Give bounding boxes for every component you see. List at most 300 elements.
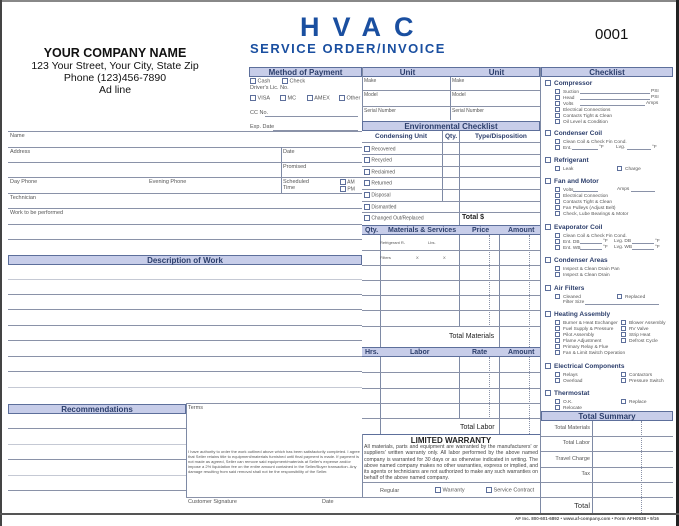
deg-f: °F: [599, 145, 604, 150]
divider: [362, 265, 540, 266]
lvg-db-field[interactable]: [632, 243, 654, 244]
checkbox[interactable]: [555, 326, 560, 331]
checkbox[interactable]: [555, 245, 560, 250]
checkbox[interactable]: [364, 204, 370, 210]
checkbox[interactable]: [617, 294, 622, 299]
am-checkbox[interactable]: [340, 179, 355, 185]
label: Fan and Motor: [554, 178, 599, 185]
fm-amps-label: Amps: [617, 187, 630, 192]
filters-x1: X: [416, 255, 419, 260]
env-item-reclaimed[interactable]: [364, 169, 395, 175]
check-clean-coil[interactable]: [555, 139, 627, 145]
checkbox[interactable]: [555, 166, 560, 171]
label: Electrical Connections: [563, 107, 611, 113]
label: Suction: [563, 89, 579, 95]
check-replaced[interactable]: [617, 294, 645, 300]
env-item-returned[interactable]: [364, 180, 392, 186]
recommendation-line[interactable]: [8, 475, 186, 476]
suction-field[interactable]: [580, 93, 650, 94]
label: Check, Lube Bearings & Motor: [563, 211, 629, 217]
label: Fan Pulleys (Adjust Belt): [563, 205, 616, 211]
check-suction[interactable]: [555, 89, 579, 95]
filter-size-label: Filter Size: [563, 300, 585, 305]
ent-db-field[interactable]: [580, 243, 602, 244]
checkbox[interactable]: [555, 193, 560, 198]
label: Charge: [625, 166, 641, 172]
label: Changed Out/Replaced: [371, 215, 424, 222]
check-ent-temp[interactable]: [555, 145, 572, 151]
checkbox[interactable]: [555, 405, 560, 410]
check-electrical-connections[interactable]: [555, 107, 610, 113]
label: Volts: [563, 187, 574, 193]
divider: [489, 235, 490, 327]
description-line[interactable]: [8, 294, 362, 295]
divider: [186, 403, 187, 498]
check-burner[interactable]: [555, 320, 618, 326]
check-drain[interactable]: [555, 272, 610, 278]
checkbox[interactable]: [621, 378, 626, 383]
label: Contacts Tight & Clean: [563, 113, 613, 119]
unit-1-model[interactable]: Model: [364, 92, 378, 98]
payment-amex[interactable]: [307, 95, 330, 101]
checkbox[interactable]: [545, 257, 551, 263]
checklist-electrical-components[interactable]: [545, 363, 624, 370]
signature-line[interactable]: [186, 497, 362, 498]
label: MC: [287, 95, 297, 102]
label: Defrost Cycle: [629, 338, 658, 344]
label: Relays: [563, 372, 578, 378]
refrigerant-label: Refrigerant R-: [380, 240, 406, 245]
checkbox[interactable]: [621, 372, 626, 377]
checklist-evaporator-coil[interactable]: [545, 224, 602, 231]
summary-total-materials: Total Materials: [554, 425, 590, 431]
recommendation-line[interactable]: [8, 428, 186, 429]
check-defrost[interactable]: [621, 338, 658, 344]
checkbox[interactable]: [280, 95, 286, 101]
check-oil[interactable]: [555, 119, 608, 125]
check-overload[interactable]: [555, 378, 582, 384]
label: Leak: [563, 166, 574, 172]
date-field[interactable]: Date: [283, 149, 295, 155]
checkbox[interactable]: [364, 169, 370, 175]
work-to-be-performed-field[interactable]: Work to be performed: [10, 210, 64, 216]
check-fm-contacts[interactable]: [555, 199, 612, 205]
checkbox[interactable]: [621, 332, 626, 337]
divider: [8, 208, 362, 209]
label: Fuel Supply & Pressure: [563, 326, 614, 332]
divider: [529, 235, 530, 347]
condensing-unit-col: Condensing Unit: [375, 133, 427, 140]
description-line[interactable]: [8, 387, 362, 388]
page-border-bottom: [0, 513, 679, 515]
filter-size-field[interactable]: [585, 304, 659, 305]
divider: [362, 482, 540, 483]
label: Overload: [563, 378, 583, 384]
label: Check: [289, 78, 306, 85]
label: Refrigerant: [554, 157, 589, 164]
check-charge[interactable]: [617, 166, 641, 172]
divider: [8, 193, 362, 194]
checkbox[interactable]: [339, 95, 345, 101]
label: Primary Relay & Flue: [563, 344, 609, 350]
label: Contactors: [629, 372, 653, 378]
checklist-air-filters[interactable]: [545, 285, 584, 292]
divider: [362, 177, 540, 178]
head-field[interactable]: [580, 99, 650, 100]
checkbox[interactable]: [555, 95, 560, 100]
checkbox[interactable]: [545, 285, 551, 291]
label: Inspect & Clean Drain Pan: [563, 266, 620, 272]
company-name: YOUR COMPANY NAME: [43, 46, 187, 60]
checkbox[interactable]: [555, 89, 560, 94]
filters-x2: X: [443, 255, 446, 260]
payment-check[interactable]: [282, 78, 305, 84]
company-address: 123 Your Street, Your City, State Zip: [31, 60, 199, 72]
pm-checkbox[interactable]: [340, 186, 355, 192]
checkbox[interactable]: [555, 344, 560, 349]
divider: [362, 434, 540, 435]
check-strip-heat[interactable]: [621, 332, 650, 338]
check-rv-valve[interactable]: [621, 326, 649, 332]
checkbox[interactable]: [555, 338, 560, 343]
check-volts[interactable]: [555, 101, 573, 107]
checkbox[interactable]: [545, 178, 551, 184]
env-item-changed-out[interactable]: [364, 215, 424, 221]
check-fm-volts[interactable]: [555, 187, 573, 193]
checkbox[interactable]: [555, 399, 560, 404]
description-line[interactable]: [8, 309, 362, 310]
checkbox[interactable]: [555, 107, 560, 112]
promised-field[interactable]: Promised: [283, 164, 307, 170]
checkbox[interactable]: [621, 326, 626, 331]
checkbox[interactable]: [617, 166, 622, 171]
check-pilot[interactable]: [555, 332, 594, 338]
checkbox[interactable]: [621, 338, 626, 343]
day-phone-field[interactable]: Day Phone: [10, 179, 38, 185]
checkbox[interactable]: [555, 372, 560, 377]
divider: [362, 250, 540, 251]
divider: [8, 177, 362, 178]
technician-field[interactable]: Technician: [10, 195, 36, 201]
check-fm-lube[interactable]: [555, 211, 628, 217]
check-ent-wb[interactable]: [555, 245, 581, 251]
total-materials-label: Total Materials: [449, 333, 495, 340]
recommendations-header: Recommendations: [8, 404, 186, 414]
checkbox[interactable]: [555, 350, 560, 355]
summary-total: Total: [574, 501, 590, 510]
divider: [529, 357, 530, 434]
divider: [459, 235, 460, 327]
check-flame[interactable]: [555, 338, 601, 344]
checkbox[interactable]: [545, 80, 551, 86]
checklist-condenser-coil[interactable]: [545, 130, 602, 137]
divider: [8, 239, 362, 240]
check-blower[interactable]: [621, 320, 666, 326]
checkbox[interactable]: [545, 130, 551, 136]
environmental-header: Environmental Checklist: [362, 121, 540, 131]
checkbox[interactable]: [364, 215, 370, 221]
checklist-thermostat[interactable]: [545, 390, 589, 397]
label: Disposal: [371, 192, 391, 199]
label: Electrical Connection: [563, 193, 609, 199]
checkbox[interactable]: [486, 487, 492, 493]
cc-number-field[interactable]: [265, 116, 358, 117]
checkbox[interactable]: [555, 239, 560, 244]
fm-volts-field[interactable]: [573, 191, 598, 192]
checkbox[interactable]: [555, 187, 560, 192]
checkbox[interactable]: [555, 266, 560, 271]
unit-2-make[interactable]: Make: [452, 78, 465, 84]
labor-desc-col: Labor: [410, 349, 430, 356]
label: Replace: [629, 399, 647, 405]
checkbox[interactable]: [555, 233, 560, 238]
page-border-left: [0, 0, 2, 526]
checkbox[interactable]: [621, 399, 626, 404]
label: Evaporator Coil: [554, 224, 603, 231]
label: Reclaimed: [371, 169, 396, 176]
lvg-temp-field[interactable]: [627, 149, 651, 150]
checklist-heating-assembly[interactable]: [545, 311, 610, 318]
labor-hrs-col: Hrs.: [365, 349, 379, 356]
checkbox[interactable]: [555, 145, 560, 150]
customer-signature-label: Customer Signature: [188, 499, 237, 505]
env-item-dismantled[interactable]: [364, 204, 396, 210]
warranty-checkbox[interactable]: [435, 487, 465, 493]
check-fan-limit[interactable]: [555, 350, 625, 356]
checkbox[interactable]: [555, 272, 560, 277]
checkbox[interactable]: [364, 146, 370, 152]
check-pressure-switch[interactable]: [621, 378, 664, 384]
label: Recovered: [371, 146, 396, 153]
unit-2-model[interactable]: Model: [452, 92, 466, 98]
footer-text: AF Inc. 800-601-6892 • www.af-company.com • Form AFH0538 • 9/16: [515, 516, 659, 521]
checkbox[interactable]: [282, 78, 288, 84]
warranty-text: All materials, parts and equipment are warranted by the manufacturers' or suppliers' written warranty only. All labor performed by the above named company is warranted for 30 days or as otherwise indicated in writing. The above named company makes no other warranties, express or implied, and its agents or technicians are not authorized to make any such warranties on behalf of the above named company.: [364, 444, 538, 482]
ent-wb-field[interactable]: [580, 249, 602, 250]
check-primary-relay[interactable]: [555, 344, 608, 350]
divider: [541, 497, 673, 498]
page-border-top: [0, 0, 679, 2]
checkbox[interactable]: [340, 179, 346, 185]
description-line[interactable]: [8, 325, 362, 326]
divider: [362, 154, 540, 155]
check-fm-pulleys[interactable]: [555, 205, 616, 211]
terms-label: Terms: [188, 405, 203, 411]
divider: [362, 418, 540, 419]
checkbox[interactable]: [307, 95, 313, 101]
label: Service Contract: [493, 487, 535, 494]
label: Air Filters: [554, 285, 585, 292]
checkbox[interactable]: [621, 320, 626, 325]
check-ev-clean[interactable]: [555, 233, 627, 239]
customer-address-field[interactable]: Address: [10, 149, 31, 155]
volts-field[interactable]: [580, 105, 645, 106]
checkbox[interactable]: [555, 211, 560, 216]
recommendation-line[interactable]: [8, 444, 186, 445]
checkbox[interactable]: [555, 199, 560, 204]
company-phone: Phone (123)456-7890: [63, 72, 167, 84]
checkbox[interactable]: [250, 78, 256, 84]
checkbox[interactable]: [555, 205, 560, 210]
description-line[interactable]: [8, 340, 362, 341]
check-head[interactable]: [555, 95, 574, 101]
ent-temp-field[interactable]: [572, 149, 598, 150]
form-title: HVAC: [300, 12, 427, 42]
payment-other[interactable]: [339, 95, 360, 101]
label: Returned: [371, 180, 392, 187]
payment-visa[interactable]: [250, 95, 270, 101]
unit-1-make[interactable]: Make: [364, 78, 377, 84]
checkbox[interactable]: [545, 311, 551, 317]
scheduled-time-field[interactable]: Scheduled Time: [283, 179, 309, 191]
label: Ent.: [563, 145, 572, 151]
psi-unit: PSI: [651, 89, 659, 94]
check-leak[interactable]: [555, 166, 573, 172]
checkbox[interactable]: [340, 186, 346, 192]
env-total-label: Total $: [462, 214, 485, 221]
checkbox[interactable]: [555, 101, 560, 106]
checklist-fan-motor[interactable]: [545, 178, 599, 185]
env-item-disposal[interactable]: [364, 192, 391, 198]
checkbox[interactable]: [364, 157, 370, 163]
payment-cash[interactable]: [250, 78, 270, 84]
checkbox[interactable]: [545, 363, 551, 369]
checklist-refrigerant[interactable]: [545, 157, 589, 164]
label: PM: [347, 186, 355, 193]
drivers-license-field[interactable]: Driver's Lic. No.: [250, 85, 289, 91]
divider: [540, 67, 541, 513]
lvg-label: Lvg.: [616, 145, 626, 150]
check-fm-electrical[interactable]: [555, 193, 608, 199]
label: Head: [563, 95, 575, 101]
description-line[interactable]: [8, 371, 362, 372]
label: Cleaned: [563, 294, 581, 300]
checkbox[interactable]: [555, 320, 560, 325]
check-cleaned[interactable]: [555, 294, 581, 300]
label: Dismantled: [371, 204, 397, 211]
invoice-number: 0001: [595, 26, 629, 43]
divider: [362, 280, 540, 281]
checkbox[interactable]: [364, 192, 370, 198]
divider: [8, 162, 362, 163]
divider: [362, 189, 540, 190]
description-line[interactable]: [8, 356, 362, 357]
terms-text: I have authority to order the work outlined above which has been satisfactorily completed. I agree that Seller retains title to equipment/materials furnished until final payment is made. If payment is not made as agreed, Seller can remove said equipment/materials at Seller's expense and/or impose a 2% liquidation fee on the entire amount contained in the Seller/Buyer transaction. Any damage resulting from said removal shall not be the responsibility of the Seller.: [188, 449, 360, 474]
checkbox[interactable]: [555, 139, 560, 144]
payment-header: Method of Payment: [249, 67, 362, 77]
label: RV Valve: [629, 326, 649, 332]
unit-1-serial[interactable]: Serial Number: [364, 108, 396, 114]
divider: [450, 77, 451, 120]
check-relocate[interactable]: [555, 405, 582, 411]
divider: [362, 90, 540, 91]
check-relays[interactable]: [555, 372, 578, 378]
label: Pilot Assembly: [563, 332, 595, 338]
env-item-recovered[interactable]: [364, 146, 396, 152]
checkbox[interactable]: [545, 224, 551, 230]
check-ent-db[interactable]: [555, 239, 580, 245]
description-line[interactable]: [8, 279, 362, 280]
checklist-compressor[interactable]: [545, 80, 592, 87]
checkbox[interactable]: [250, 95, 256, 101]
checkbox[interactable]: [555, 119, 560, 124]
env-item-recycled[interactable]: [364, 157, 392, 163]
checkbox[interactable]: [555, 332, 560, 337]
label: Volts: [563, 101, 574, 107]
recommendation-line[interactable]: [8, 490, 186, 491]
amps-unit: Amps: [646, 101, 659, 106]
checkbox[interactable]: [555, 294, 560, 299]
label: Clean Coil & Check Fin Cond.: [563, 139, 627, 145]
label: Contacts Tight & Clean: [563, 199, 613, 205]
divider: [362, 326, 540, 327]
summary-total-labor: Total Labor: [562, 440, 590, 446]
unit-2-serial[interactable]: Serial Number: [452, 108, 484, 114]
checkbox[interactable]: [555, 113, 560, 118]
check-contacts[interactable]: [555, 113, 612, 119]
divider: [8, 131, 362, 132]
labor-amount-col: Amount: [508, 349, 535, 356]
label: Blower Assembly: [629, 320, 666, 326]
company-info: [10, 46, 220, 96]
recommendation-line[interactable]: [8, 459, 186, 460]
checkbox[interactable]: [364, 180, 370, 186]
label: Flame Adjustment: [563, 338, 602, 344]
checkbox[interactable]: [545, 390, 551, 396]
label: Condenser Areas: [554, 257, 608, 264]
checkbox[interactable]: [435, 487, 441, 493]
warranty-title: LIMITED WARRANTY: [410, 436, 492, 445]
summary-tax: Tax: [581, 471, 590, 477]
labor-rate-col: Rate: [472, 349, 488, 356]
deg-f: °F: [655, 239, 660, 244]
exp-date-label: Exp. Date: [250, 124, 275, 130]
total-labor-label: Total Labor: [460, 424, 495, 431]
label: O.K.: [563, 399, 573, 405]
service-contract-checkbox[interactable]: [486, 487, 534, 493]
checkbox[interactable]: [545, 157, 551, 163]
fm-amps-field[interactable]: [631, 191, 655, 192]
lvg-wb-label: Lvg. WB: [614, 245, 633, 250]
customer-name-field[interactable]: Name: [10, 133, 25, 139]
psi-unit: PSI: [651, 95, 659, 100]
divider: [362, 212, 540, 213]
evening-phone-field[interactable]: Evening Phone: [149, 179, 187, 185]
type-col: Type/Disposition: [475, 133, 527, 140]
check-ok[interactable]: [555, 399, 573, 405]
check-drain-pan[interactable]: [555, 266, 620, 272]
divider: [362, 295, 540, 296]
lvg-wb-field[interactable]: [632, 249, 654, 250]
units-header: [362, 67, 540, 77]
divider: [186, 403, 362, 404]
label: Heating Assembly: [554, 311, 611, 318]
check-fuel[interactable]: [555, 326, 613, 332]
unit-1-header: Unit: [399, 68, 416, 77]
check-contactors[interactable]: [621, 372, 652, 378]
payment-mc[interactable]: [280, 95, 296, 101]
label: Other: [346, 95, 361, 102]
lvg-db-label: Lvg. DB: [614, 239, 632, 244]
label: Recycled: [371, 157, 392, 164]
divider: [8, 147, 362, 148]
checklist-condenser-areas[interactable]: [545, 257, 608, 264]
qty-col: Qty.: [445, 133, 458, 140]
checkbox[interactable]: [555, 378, 560, 383]
regular-label: Regular: [380, 488, 400, 494]
check-replace[interactable]: [621, 399, 647, 405]
label: Ent. DB: [563, 239, 580, 245]
